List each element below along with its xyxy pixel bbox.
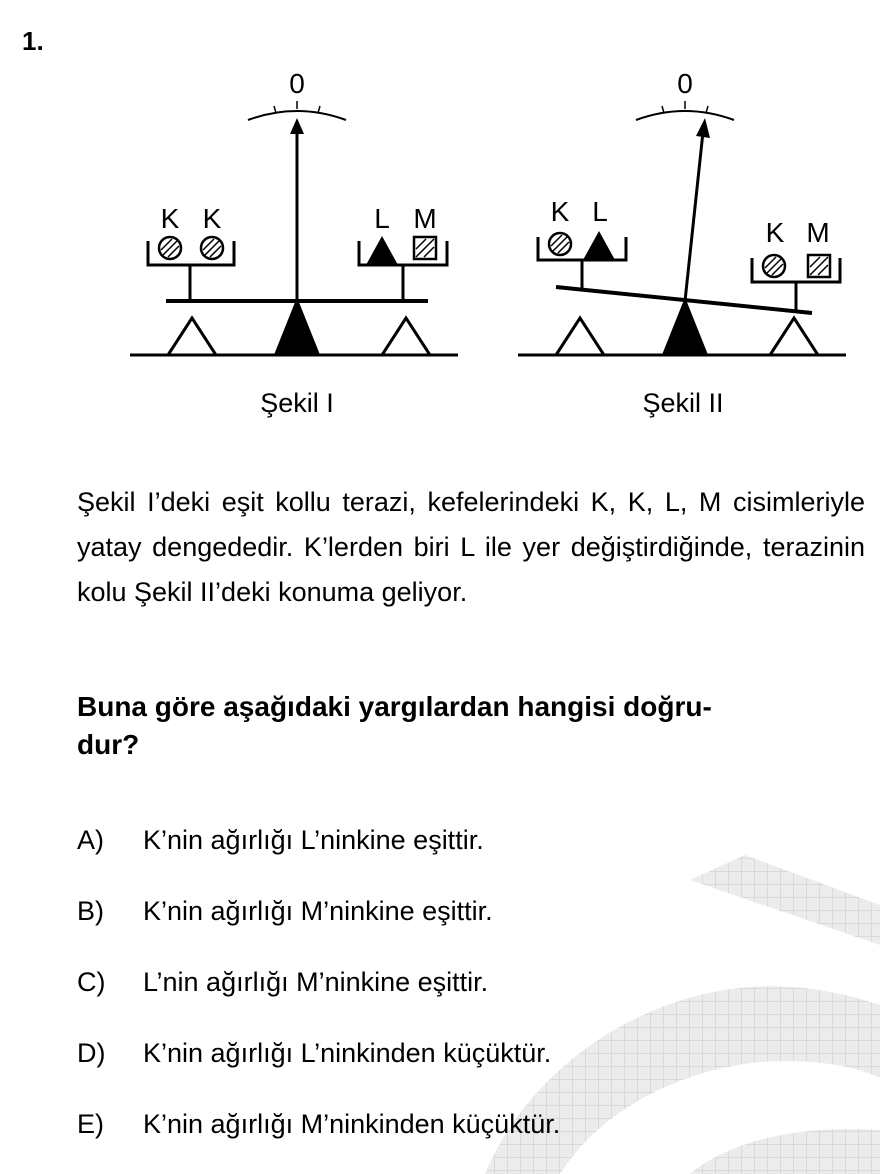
option-letter: E) [77, 1109, 104, 1139]
figure-1 [130, 68, 458, 418]
scale-arc [636, 111, 734, 120]
support-triangle [382, 318, 430, 355]
figure-caption: Şekil II [642, 388, 724, 418]
option-c[interactable] [77, 957, 560, 1028]
option-letter: B) [77, 896, 104, 926]
object-label: K [160, 203, 180, 234]
pointer-arrowhead [696, 118, 710, 138]
support-triangle [556, 318, 604, 355]
balance-figure [0, 0, 880, 440]
figure-caption: Şekil I [260, 388, 334, 418]
support-triangle [770, 318, 818, 355]
object-label: M [806, 217, 830, 248]
option-text: K’nin ağırlığı L’ninkinden küçüktür. [143, 1038, 552, 1068]
object-label: K [550, 196, 570, 227]
pointer [685, 132, 703, 301]
object-label: L [592, 196, 608, 227]
option-text: L’nin ağırlığı M’ninkine eşittir. [143, 967, 489, 997]
option-e[interactable] [77, 1099, 560, 1170]
option-a[interactable] [77, 815, 560, 886]
support-triangle [168, 318, 216, 355]
scale-zero-label: 0 [289, 68, 305, 99]
option-b[interactable] [77, 886, 560, 957]
question-prompt-line: dur? [77, 729, 140, 760]
option-letter: C) [77, 967, 106, 997]
object-l [366, 236, 398, 265]
pointer-arrowhead [290, 118, 304, 134]
figure-2 [518, 68, 846, 418]
object-l [583, 231, 615, 260]
scale-zero-label: 0 [677, 68, 693, 99]
object-label: K [202, 203, 222, 234]
option-text: K’nin ağırlığı M’ninkinden küçüktür. [143, 1109, 561, 1139]
question-number: 1. [22, 26, 44, 56]
pivot-triangle [275, 300, 319, 355]
question-stem: Şekil I’deki eşit kollu terazi, kefelerindeki K, K, L, M cisimleriyle yatay dengededir. K’lerden biri L ile yer değiştirdiğinde, terazinin kolu Şekil II’deki konuma geliyor. [77, 487, 865, 607]
option-letter: D) [77, 1038, 106, 1068]
answer-options [77, 815, 560, 1170]
object-label: M [413, 203, 437, 234]
question-prompt-line: Buna göre aşağıdaki yargılardan hangisi doğru- [77, 691, 712, 722]
option-text: K’nin ağırlığı L’ninkine eşittir. [143, 825, 484, 855]
option-d[interactable] [77, 1028, 560, 1099]
object-label: K [765, 217, 785, 248]
object-label: L [374, 203, 390, 234]
option-letter: A) [77, 825, 104, 855]
option-text: K’nin ağırlığı M’ninkine eşittir. [143, 896, 493, 926]
question-prompt [77, 688, 865, 764]
pivot-triangle [663, 300, 707, 355]
